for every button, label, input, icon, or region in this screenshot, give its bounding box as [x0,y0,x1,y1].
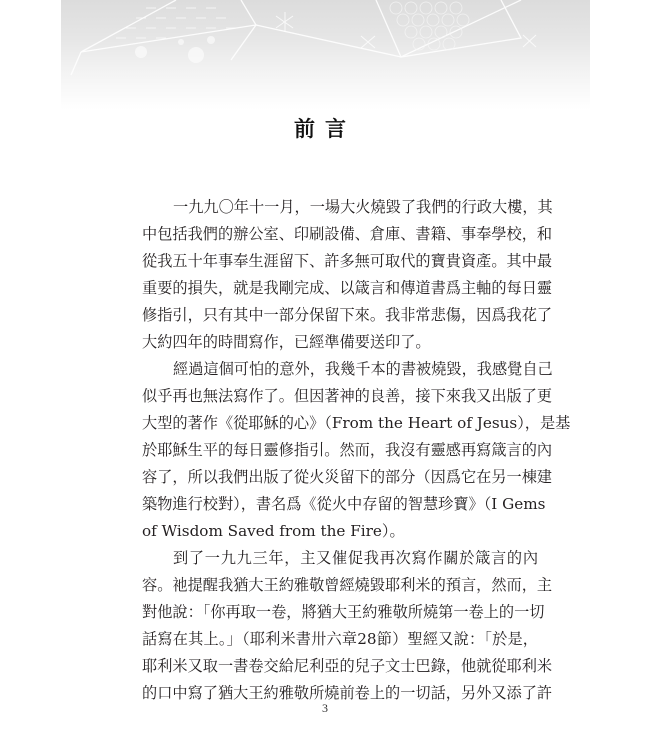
text-line: 容。祂提醒我猶大王約雅敬曾經燒毀耶利米的預言，然而，主 [142,576,553,594]
text-line: 似乎再也無法寫作了。但因著神的良善，接下來我又出版了更 [142,387,553,405]
text-line: 經過這個可怕的意外，我幾千本的書被燒毀，我感覺自己 [173,360,553,378]
paragraph-3 [142,545,553,707]
page-title: 前言 [294,117,356,141]
text-line: 話寫在其上。」（耶利米書卅六章28節）聖經又說：「於是， [142,630,538,648]
text-line: 築物進行校對），書名爲《從火中存留的智慧珍寶》（I Gems [142,495,546,513]
decorative-header-banner [61,0,590,110]
text-line: 大約四年的時間寫作，已經準備要送印了。 [142,333,431,351]
preface-body [142,194,571,707]
text-line: 一九九〇年十一月，一場大火燒毀了我們的行政大樓，其 [173,198,553,216]
text-line: 對他說：「你再取一卷，將猶大王約雅敬所燒第一卷上的一切 [142,603,545,621]
geometric-pattern-icon [61,0,590,110]
text-line: 耶利米又取一書卷交給尼利亞的兒子文士巴錄，他就從耶利米 [142,657,553,675]
text-line: 到了一九九三年，主又催促我再次寫作關於箴言的內 [173,549,538,567]
page-number: 3 [322,701,328,715]
paragraph-1 [142,194,553,356]
text-line: of Wisdom Saved from the Fire）。 [142,522,405,540]
text-line: 修指引，只有其中一部分保留下來。我非常悲傷，因爲我花了 [142,306,553,324]
text-line: 的口中寫了猶大王約雅敬所燒前卷上的一切話，另外又添了許 [142,684,553,702]
text-line: 中包括我們的辦公室、印刷設備、倉庫、書籍、事奉學校，和 [142,225,553,243]
paragraph-2 [142,356,571,545]
text-line: 容了，所以我們出版了從火災留下的部分（因爲它在另一棟建 [142,468,553,486]
text-line: 從我五十年事奉生涯留下、許多無可取代的寶貴資產。其中最 [142,252,553,270]
text-line: 重要的損失，就是我剛完成、以箴言和傳道書爲主軸的每日靈 [142,279,553,297]
text-line: 大型的著作《從耶穌的心》（From the Heart of Jesus），是基 [142,414,571,432]
text-line: 於耶穌生平的每日靈修指引。然而，我沒有靈感再寫箴言的內 [142,441,553,459]
